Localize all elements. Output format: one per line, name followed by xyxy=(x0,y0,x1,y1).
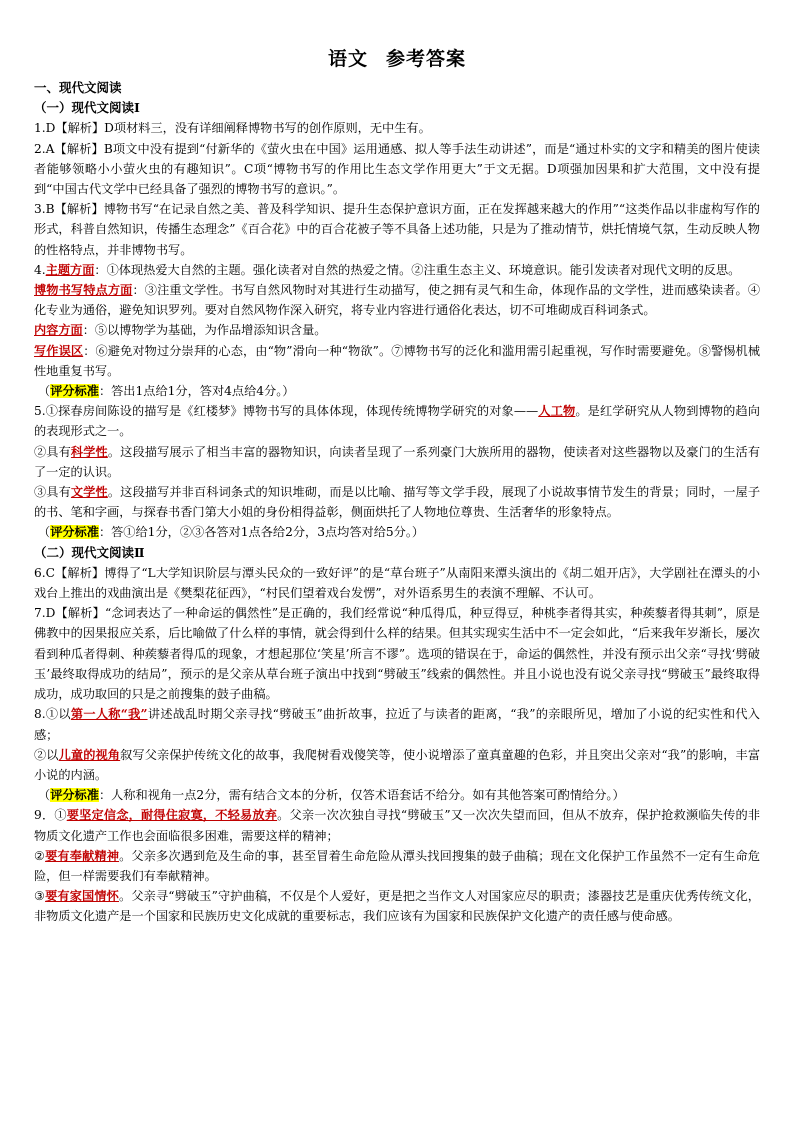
answer-q4-features: 博物书写特点方面：③注重文学性。书写自然风物时对其进行生动描写，使之拥有灵气和生命，体现作品的文学性，进而感染读者。④化专业为通俗，避免知识罗列。要对自然风物作深入研究，将专业内容进行通俗化表达，切不可堆砌成百科词条式。 xyxy=(34,283,761,318)
scoring-label: 评分标准 xyxy=(50,384,99,399)
answer-q4-pitfalls: 写作误区：⑥避免对物过分崇拜的心态，由“物”滑向一种“物欲”。⑦博物书写的泛化和滥用需引起重视，写作时需要避免。⑧警惕机械性地重复书写。 xyxy=(34,343,761,378)
scoring-label: 评分标准 xyxy=(50,525,99,540)
keyword-dedication: 要有奉献精神 xyxy=(45,848,120,863)
answer-q3: 3.B【解析】博物书写“在记录自然之美、普及科学知识、提升生态保护意识方面，正在发挥越来越大的作用”“这类作品以非虚构写作的形式，科普自然知识，传播生态理念”《百合花》中的百合花被子等不具备上述功能，只是为了推动情节，烘托情境气氛，生动反映人物的性格特点，并非博物书写。 xyxy=(34,202,760,257)
answer-q8-2: ②以儿童的视角叙写父亲保护传统文化的故事，我爬树看戏傻笑等，使小说增添了童真童趣的色彩，并且突出父亲对“我”的影响，丰富小说的内涵。 xyxy=(34,747,761,782)
label-features: 博物书写特点方面 xyxy=(34,283,133,298)
answer-q5-2: ②具有科学性。这段描写展示了相当丰富的器物知识，向读者呈现了一系列豪门大族所用的器物，使读者对这些器物以及豪门的生活有了一定的认识。 xyxy=(34,444,761,479)
answer-q5-1: 5.①探春房间陈设的描写是《红楼梦》博物书写的具体体现，体现传统博物学研究的对象——人工物。是红学研究从人物到博物的趋向的表现形式之一。 xyxy=(34,404,760,439)
keyword-first-person: 第一人称“我” xyxy=(70,707,148,722)
scoring-standard-q8: （评分标准：人称和视角一点2分，需有结合文本的分析，仅答术语套话不给分。如有其他答案可酌情给分。） xyxy=(38,788,625,803)
answer-q4-theme: 4.主题方面：①体现热爱大自然的主题。强化读者对自然的热爱之情。②注重生态主义、环境意识。能引发读者对现代文明的反思。 xyxy=(34,262,741,277)
section-heading-1: 一、现代文阅读 xyxy=(34,80,122,95)
label-pitfalls: 写作误区 xyxy=(34,343,84,358)
label-theme: 主题方面 xyxy=(45,262,95,277)
answer-q9-3: ③要有家国情怀。父亲寻“劈破玉”守护曲稿，不仅是个人爱好，更是把之当作文人对国家应尽的职责；漆器技艺是重庆优秀传统文化，非物质文化遗产是一个国家和民族历史文化成就的重要标志，我们应该有为国家和民族保护文化遗产的责任感与使命感。 xyxy=(34,889,760,924)
keyword-literary: 文学性 xyxy=(70,485,108,500)
label-content: 内容方面 xyxy=(34,323,83,338)
answer-q5-3: ③具有文学性。这段描写并非百科词条式的知识堆砌，而是以比喻、描写等文学手段，展现了小说故事情节发生的背景；同时，一屋子的书、笔和字画，与探春书香门第大小姐的身份相得益彰，侧面烘托了人物地位尊贵、生活奢华的形象特点。 xyxy=(34,485,761,520)
scoring-standard-q5: （评分标准：答①给1分，②③各答对1点各给2分，3点均答对给5分。） xyxy=(38,525,425,540)
answer-q6: 6.C【解析】博得了“L大学知识阶层与潭头民众的一致好评”的是“草台班子”从南阳来潭头演出的《胡二姐开店》，大学剧社在潭头的小戏台上推出的戏曲演出是《樊梨花征西》，“村民们望着戏台发愣”，对外语系男生的表演不理解、不认可。 xyxy=(34,565,760,601)
answer-q8-1: 8.①以第一人称“我”讲述战乱时期父亲寻找“劈破玉”曲折故事，拉近了与读者的距离，“我”的亲眼所见，增加了小说的纪实性和代入感； xyxy=(34,707,760,742)
keyword-artifact: 人工物 xyxy=(538,404,576,419)
answer-q9-1: 9．①要坚定信念，耐得住寂寞，不轻易放弃。父亲一次次独自寻找“劈破玉”又一次次失望而回，但从不放弃，保护抢救濒临失传的非物质文化遗产工作也会面临很多困难，需要这样的精神； xyxy=(34,808,761,843)
answer-q2: 2.A【解析】B项文中没有提到“付新华的《萤火虫在中国》运用通感、拟人等手法生动讲述”，而是“通过朴实的文字和精美的图片使读者能够领略小小萤火虫的有趣知识”。C项“博物书写的作用比生态文学作用更大”于文无据。D项强加因果和扩大范围，文中没有提到“中国古代文学中已经具备了强烈的博物书写的意识。”。 xyxy=(34,141,760,197)
answer-q7: 7.D【解析】“念词表达了一种命运的偶然性”是正确的，我们经常说“种瓜得瓜，种豆得豆，种桃李者得其实，种蒺藜者得其刺”，原是佛教中的因果报应关系，后比喻做了什么样的事情，就会得到什么样的结果。但其实现实生活中不一定会如此，“后来我年岁渐长，屡次看到种瓜者得刺、种蒺藜者得瓜的现象，才想起那位‘笑星’所言不谬”。选项的错误在于，命运的偶然性，并没有预示出父亲“寻找‘劈破玉’最终取得成功的结局”，预示的是父亲从草台班子演出中找到“劈破玉”线索的偶然性。并且小说也没有说父亲寻找“劈破玉”最终取得成功，成功取回的只是之前搜集的鼓子曲稿。 xyxy=(34,606,760,702)
keyword-scientific: 科学性 xyxy=(70,444,108,459)
answer-q1: 1.D【解析】D项材料三，没有详细阐释博物书写的创作原则，无中生有。 xyxy=(34,121,431,136)
keyword-patriotism: 要有家国情怀 xyxy=(45,889,119,904)
keyword-belief: 要坚定信念，耐得住寂寞，不轻易放弃 xyxy=(66,808,278,823)
subsection-heading-2: （二）现代文阅读Ⅱ xyxy=(34,544,145,560)
answer-q9-2: ②要有奉献精神。父亲多次遇到危及生命的事，甚至冒着生命危险从潭头找回搜集的鼓子曲稿；现在文化保护工作虽然不一定有生命危险，但一样需要我们有奉献精神。 xyxy=(34,848,761,883)
title-subject: 语文 xyxy=(327,48,368,70)
subsection-heading-1: （一）现代文阅读Ⅰ xyxy=(34,100,140,116)
answer-q4-content: 内容方面：⑤以博物学为基础，为作品增添知识含量。 xyxy=(34,323,327,338)
keyword-child-view: 儿童的视角 xyxy=(58,747,121,762)
scoring-label: 评分标准 xyxy=(50,788,99,803)
page-title xyxy=(34,46,760,72)
title-text: 参考答案 xyxy=(386,48,467,70)
scoring-standard-q4: （评分标准：答出1点给1分，答对4点给4分。） xyxy=(38,384,295,399)
